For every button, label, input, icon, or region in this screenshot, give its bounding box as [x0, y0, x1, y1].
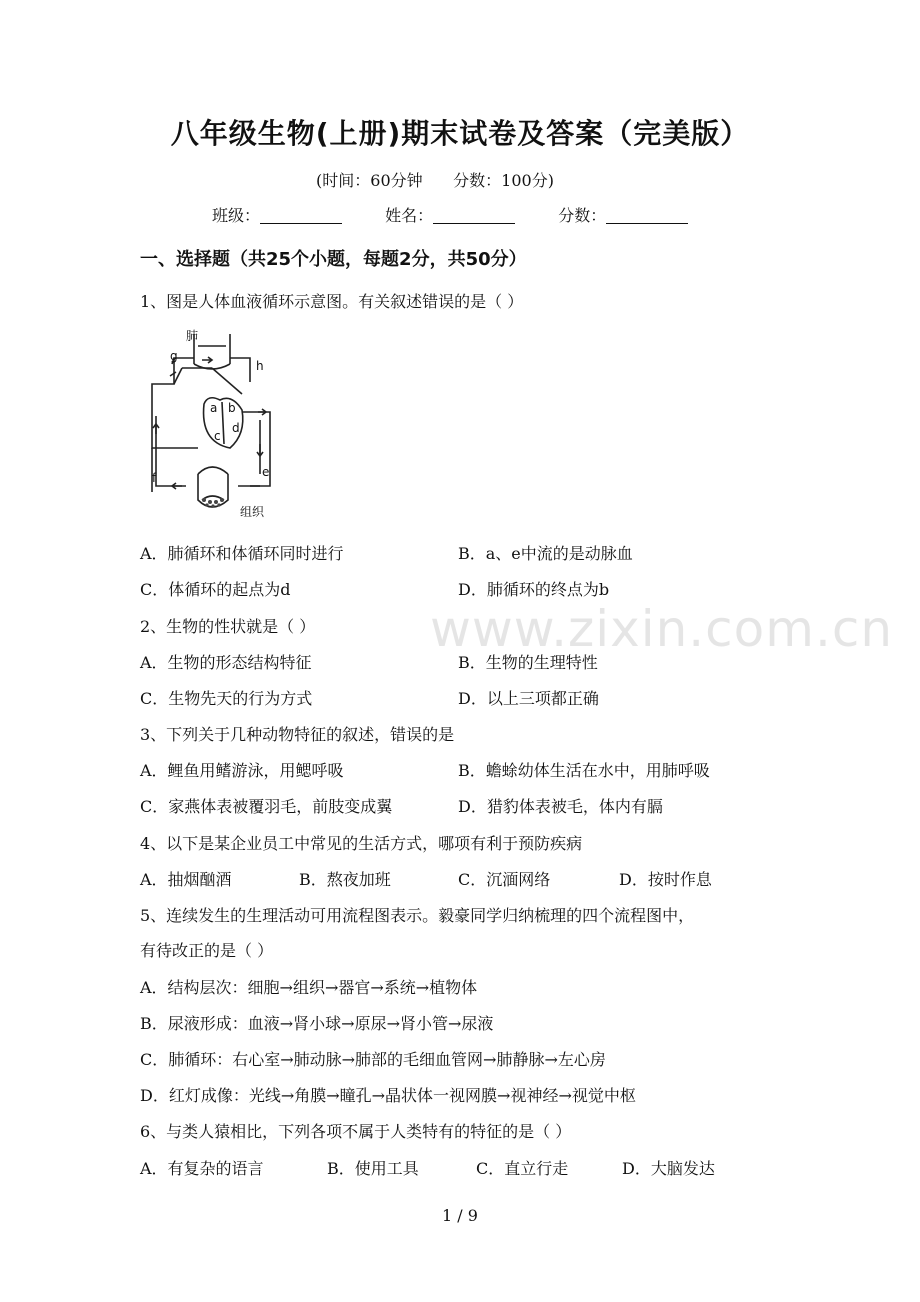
question-1-stem: 1、图是人体血液循环示意图。有关叙述错误的是（ ） [140, 292, 524, 311]
q6-option-c: C．直立行走 [476, 1159, 569, 1178]
watermark: www.zixin.com.cn [430, 600, 894, 658]
q2-option-d: D．以上三项都正确 [458, 689, 599, 708]
label-h: h [256, 359, 264, 373]
q1-option-b: B．a、e中流的是动脉血 [458, 544, 633, 563]
question-5-stem-line1: 5、连续发生的生理活动可用流程图表示。毅豪同学归纳梳理的四个流程图中， [140, 906, 695, 925]
question-5-stem-line2: 有待改正的是（ ） [140, 941, 274, 960]
q1-option-a: A．肺循环和体循环同时进行 [140, 544, 344, 563]
label-lung: 肺 [186, 329, 199, 343]
q5-option-a: A．结构层次：细胞→组织→器官→系统→植物体 [140, 978, 478, 997]
q1-option-d: D．肺循环的终点为b [458, 580, 610, 599]
q4-option-c: C．沉湎网络 [458, 870, 551, 889]
section-title: 一、选择题（共25个小题，每题2分，共50分） [140, 249, 527, 270]
document-title: 八年级生物(上册)期末试卷及答案（完美版） [170, 117, 750, 150]
q6-option-a: A．有复杂的语言 [140, 1159, 264, 1178]
question-4-stem: 4、以下是某企业员工中常见的生活方式，哪项有利于预防疾病 [140, 834, 583, 853]
label-tissue: 组织 [240, 505, 265, 519]
q5-option-c: C．肺循环：右心室→肺动脉→肺部的毛细血管网→肺静脉→左心房 [140, 1050, 606, 1069]
q3-option-b: B．蟾蜍幼体生活在水中，用肺呼吸 [458, 761, 710, 780]
name-label: 姓名： [385, 206, 434, 225]
exam-time-score: (时间：60分钟 分数：100分) [316, 171, 554, 190]
class-label: 班级： [212, 206, 261, 225]
student-info-row [212, 203, 726, 226]
label-a: a [210, 401, 218, 415]
blood-circulation-diagram [142, 324, 282, 520]
q1-option-c: C．体循环的起点为d [140, 580, 291, 599]
page-number: 1 / 9 [442, 1206, 478, 1225]
label-d: d [232, 421, 240, 435]
score-label: 分数： [558, 206, 607, 225]
label-c: c [214, 429, 221, 443]
q4-option-a: A．抽烟酗酒 [140, 870, 232, 889]
q3-option-d: D．猎豹体表被毛，体内有膈 [458, 797, 663, 816]
label-e: e [262, 465, 270, 479]
q4-option-b: B．熬夜加班 [299, 870, 391, 889]
name-blank [433, 207, 515, 224]
label-g: g [170, 349, 178, 363]
class-blank [260, 207, 342, 224]
label-b: b [228, 401, 236, 415]
question-2-stem: 2、生物的性状就是（ ） [140, 617, 316, 636]
q4-option-d: D．按时作息 [619, 870, 712, 889]
q2-option-b: B．生物的生理特性 [458, 653, 598, 672]
q2-option-c: C．生物先天的行为方式 [140, 689, 313, 708]
question-6-stem: 6、与类人猿相比，下列各项不属于人类特有的特征的是（ ） [140, 1122, 572, 1141]
q3-option-c: C．家燕体表被覆羽毛，前肢变成翼 [140, 797, 393, 816]
q5-option-d: D．红灯成像：光线→角膜→瞳孔→晶状体一视网膜→视神经→视觉中枢 [140, 1086, 636, 1105]
q3-option-a: A．鲤鱼用鳍游泳，用鳃呼吸 [140, 761, 344, 780]
q6-option-d: D．大脑发达 [622, 1159, 715, 1178]
q5-option-b: B．尿液形成：血液→肾小球→原尿→肾小管→尿液 [140, 1014, 494, 1033]
label-f: f [152, 471, 157, 485]
score-blank [606, 207, 688, 224]
question-3-stem: 3、下列关于几种动物特征的叙述，错误的是 [140, 725, 455, 744]
q2-option-a: A．生物的形态结构特征 [140, 653, 312, 672]
q6-option-b: B．使用工具 [327, 1159, 419, 1178]
